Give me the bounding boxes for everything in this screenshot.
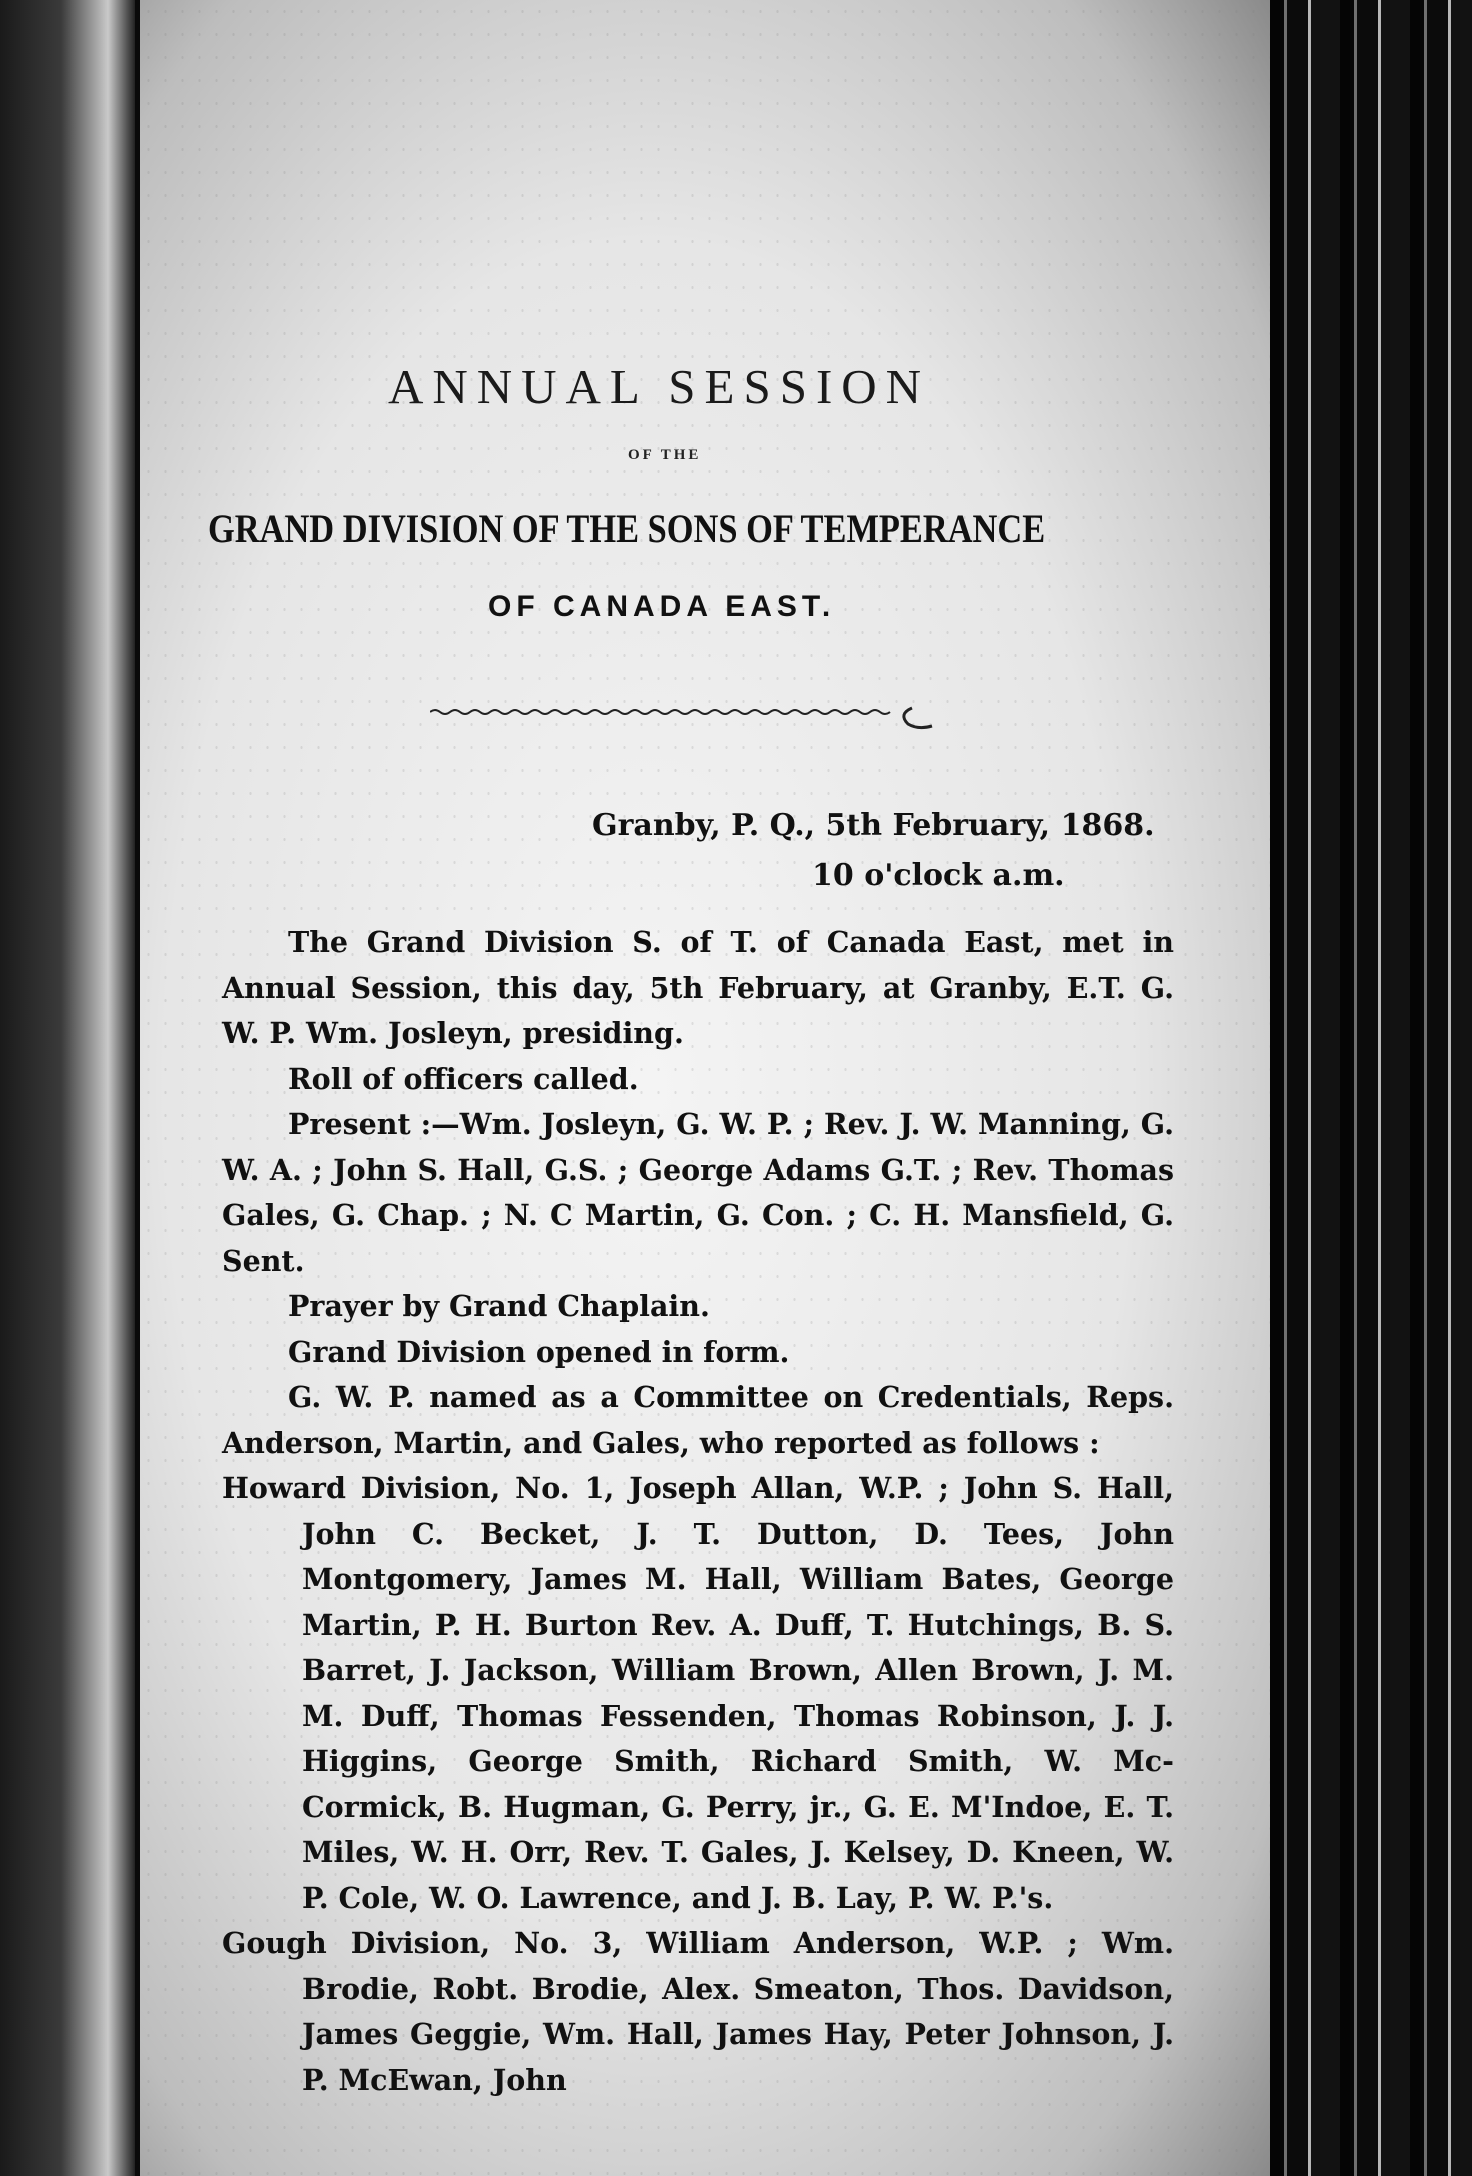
book-spine (1270, 0, 1472, 2176)
prayer-line: Prayer by Grand Chaplain. (288, 1289, 710, 1323)
opened-line: Grand Division opened in form. (288, 1334, 790, 1369)
region-name: OF CANADA EAST. (488, 590, 836, 623)
facing-page-edge (0, 0, 135, 2176)
opening-paragraph: The Grand Division S. of T. of Canada East, met in Annual Session, this day, 5th February, at Granby, E.T. G. W. P. Wm. Josleyn, presiding. (222, 925, 1174, 1050)
ornamental-rule (430, 700, 950, 740)
place-and-date: Granby, P. Q., 5th February, 1868. (592, 808, 1155, 843)
session-time: 10 o'clock a.m. (812, 858, 1065, 893)
division-entry-howard: Howard Division, No. 1, Joseph Allan, W.P. ; John S. Hall, John C. Becket, J. T. Dutton, D. Tees, John Montgomery, James M. Hall, William Bates, George Martin, P. H. Burton Rev. A. Duff, T. Hutchings, B. S. Barret, J. Jackson, William Brown, Allen Brown, J. M. M. Duff, Thomas Fessenden, Thomas Robinson, J. J. Higgins, George Smith, Richard Smith, W. Mc- Cormick, B. Hugman, G. Perry, jr., G. E. M'Indoe, E. T. Miles, W. H. Orr, Rev. T. Gales, J. Kelsey, D. Kneen, W. P. Cole, W. O. Lawrence, and J. B. Lay, P. W. P.'s. (222, 1471, 1174, 1915)
credentials-committee-paragraph: G. W. P. named as a Committee on Credentials, Reps. Anderson, Martin, and Gales, who reported as follows : (222, 1380, 1174, 1460)
organization-name: GRAND DIVISION OF THE SONS OF TEMPERANCE (208, 506, 1046, 551)
minutes-body (222, 920, 1174, 2103)
title-connector: OF THE (628, 447, 702, 463)
roll-call-line: Roll of officers called. (288, 1061, 639, 1096)
officers-present-paragraph: Present :—Wm. Josleyn, G. W. P. ; Rev. J. W. Manning, G. W. A. ; John S. Hall, G.S. ; George Adams G.T. ; Rev. Thomas Gales, G. Chap. ; N. C Martin, G. Con. ; C. H. Mansfield, G. Sent. (222, 1107, 1174, 1278)
division-entry-gough: Gough Division, No. 3, William Anderson, W.P. ; Wm. Brodie, Robt. Brodie, Alex. Smeaton, Thos. Davidson, James Geggie, Wm. Hall, James Hay, Peter Johnson, J. P. McEwan, John (222, 1926, 1174, 2097)
session-title: ANNUAL SESSION (388, 359, 931, 414)
